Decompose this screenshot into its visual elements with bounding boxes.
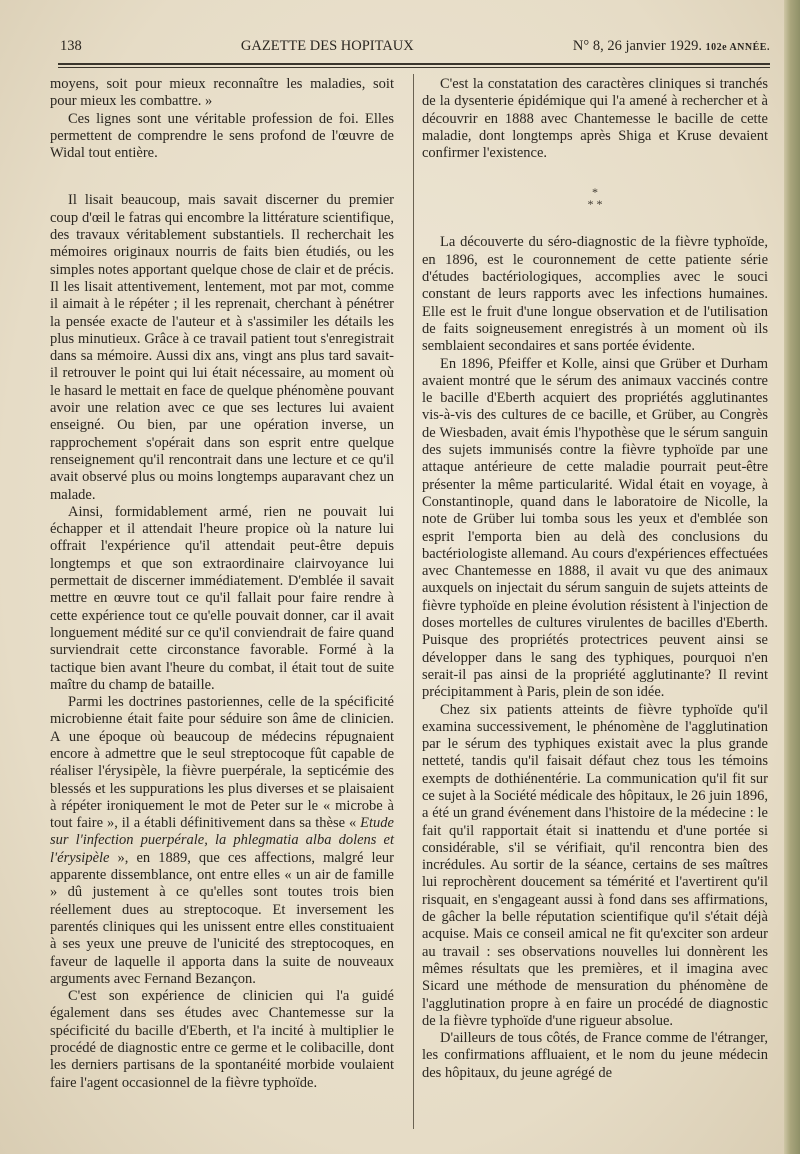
paragraph: C'est son expérience de clinicien qui l'a guidé également dans ses études avec Chantemesse sur la spécificité du bacille d'Eberth, et l'a incité à multiplier le procédé de diagnostic entre ce germe et le colibacille, dont les derniers partisans de la spontanéité morbide voulaient faire l'agent occasionnel de la fièvre typhoïde. [50, 988, 394, 1091]
page-number: 138 [60, 38, 82, 54]
paragraph [50, 694, 394, 988]
paragraph: Ainsi, formidablement armé, rien ne pouvait lui échapper et il attendait l'heure propice où la nature lui offrait l'expérience qu'il attendait peut-être depuis longtemps et que son extraordinaire clairvoyance lui permettait de discerner immédiatement. D'emblée il savait mettre en œuvre tout ce qu'il fallait pour faire rendre à cette expérience tout ce qu'elle pouvait donner, car il avait longuement médité sur ce qu'il conviendrait de faire quand surviendrait cette circonstance favorable. Formé à la tactique bien avant l'heure du combat, il était tout de suite maître du champ de bataille. [50, 503, 394, 693]
running-header [60, 38, 770, 60]
annee-label: 102e ANNÉE. [705, 42, 770, 53]
issue-info [573, 38, 770, 55]
paragraph: Il lisait beaucoup, mais savait discerner du premier coup d'œil le fatras qui encombre la littérature scientifique, des travaux véritablement substantiels. Il recherchait les mémoires originaux nourris de faits bien étudiés, ou les simples notes apportant quelque chose de clair et de précis. Il les lisait attentivement, lentement, mot par mot, comme il aimait à le répéter ; il les reprenait, cherchant à pénétrer la pensée exacte de l'auteur et à s'assimiler les détails les plus minutieux. Grâce à ce travail patient tout s'enregistrait dans sa mémoire. Aussi dix ans, vingt ans plus tard savait-il retrouver le point qui lui était nécessaire, au moment où le hasard le mettait en face de quelque phénomène pouvant avoir une relation avec ce que ses lectures lui avaient enseigné. Ou bien, par une opération inverse, un rapprochement s'opérait dans son esprit entre quelque renseignement qu'il rencontrait dans une lecture et ce qu'il avait observé plus ou moins longtemps auparavant chez un malade. [50, 192, 394, 503]
issue-date: N° 8, 26 janvier 1929. [572, 38, 702, 54]
paragraph: Chez six patients atteints de fièvre typhoïde qu'il examina successivement, le phénomène de l'agglutination par le sérum des typhiques existait avec la plus grande netteté, tandis qu'il faisait défaut chez tous les témoins exempts de dothiénentérie. La communication qu'il fit sur ce sujet à la Société médicale des hôpitaux, le 26 juin 1896, a été un grand événement dans l'histoire de la médecine : le fait qu'il rapportait était si inattendu et d'une portée si considérable, s'il se vérifiait, qu'il rencontra bien des incrédules. Au sortir de la séance, certains de ses maîtres lui reprochèrent doucement sa témérité et l'avertirent qu'il risquait, en s'engageant aussi à fond dans ses affirmations, de gâcher la belle réputation scientifique qu'il s'était déjà acquise. Mais ce conseil amical ne fit qu'exciter son ardeur au travail : ses observations nouvelles lui donnèrent les mêmes résultats que les premières, et il imagina avec Sicard une méthode de mensuration du phénomène de l'agglutination propre à en faire un procédé de diagnostic de la fièvre typhoïde d'une rigueur absolue. [422, 701, 768, 1029]
separator-star: * [592, 185, 598, 200]
paragraph: C'est la constatation des caractères cliniques si tranchés de la dysenterie épidémique qui l'a amené à rechercher et à découvrir en 1888 avec Chantemesse le bacille de cette maladie, dont longtemps après Shiga et Kruse devaient confirmer l'existence. [422, 76, 768, 162]
publication-title: GAZETTE DES HOPITAUX [240, 38, 414, 54]
thesis-title: Etude sur l'infection puerpérale, la phlegmatia alba dolens et l'érysipèle [50, 815, 394, 866]
right-column [422, 76, 768, 1082]
header-rule [58, 63, 770, 65]
paragraph: En 1896, Pfeiffer et Kolle, ainsi que Grüber et Durham avaient montré que le sérum des animaux vaccinés contre le bacille d'Eberth acquiert des propriétés agglutinantes vis-à-vis des cultures de ce bacille, et Grüber, au Congrès de Wiesbaden, avait émis l'hypothèse que le sérum sanguin des sujets immunisés contre la fièvre typhoïde par une attaque antérieure de cette maladie pourrait peut-être présenter la même particularité. Widal était en voyage, à Constantinople, quand dans le laboratoire de Nicolle, la note de Grüber lui tomba sous les yeux et d'emblée son esprit l'emporta bien au delà des conclusions du bactériologiste allemand. Au cours d'expériences effectuées avec Chantemesse en 1888, il avait vu que des animaux auxquels on injectait du sérum sanguin de sujets atteints de fièvre typhoïde en pleine évolution résistent à l'injection de doses mortelles de cultures virulentes de bacilles d'Eberth. Puisque des propriétés protectrices peuvent ainsi se développer dans le sang des typhiques, pourquoi n'en serait-il pas ainsi de la propriété agglutinante? Il revint précipitamment à Paris, plein de son idée. [422, 355, 768, 701]
paragraph: La découverte du séro-diagnostic de la fièvre typhoïde, en 1896, est le couronnement de cette patiente série d'études bactériologiques, accomplies avec le souci constant de leurs rapports avec les infections humaines. Elle est le fruit d'une longue observation et de l'utilisation de faits soigneusement enregistrés à un moment où ils semblaient secondaires et sans portée évidente. [422, 234, 768, 355]
section-separator [422, 186, 768, 210]
paragraph: moyens, soit pour mieux reconnaître les maladies, soit pour mieux les combattre. » [50, 76, 394, 110]
page-edge [784, 0, 800, 1154]
column-divider [413, 74, 414, 1129]
paragraph: Ces lignes sont une véritable profession de foi. Elles permettent de comprendre le sens profond de l'œuvre de Widal tout entière. [50, 110, 394, 162]
left-column [50, 76, 394, 1092]
separator-stars: * * [587, 197, 603, 212]
text-run: », en 1889, que ces affections, malgré leur apparente dissemblance, ont entre elles « un air de famille » dû justement à ce qu'elles sont toutes trois bien réellement dues au streptocoque. Et inversement les parentés cliniques qui les unissent entre elles constituaient à ses yeux une preuve de l'unicité des streptocoques, en faveur de laquelle il apporta dans la suite de nouveaux arguments avec Fernand Bezançon. [50, 849, 394, 987]
paragraph: D'ailleurs de tous côtés, de France comme de l'étranger, les confirmations affluaient, et le nom du jeune médecin des hôpitaux, du jeune agrégé de [422, 1030, 768, 1081]
text-run: Parmi les doctrines pastoriennes, celle de la spécificité microbienne était faite pour séduire son âme de clinicien. A une époque où beaucoup de médecins répugnaient encore à admettre que le seul streptocoque fût capable de réaliser l'érysipèle, la fièvre puerpérale, la septicémie des blessés et les suppurations les plus diverses et se plaisaient à répéter ironiquement le mot de Peter sur le « microbe à tout faire », il a établi définitivement dans sa thèse « [50, 694, 394, 832]
header-rule-thin [58, 67, 770, 68]
